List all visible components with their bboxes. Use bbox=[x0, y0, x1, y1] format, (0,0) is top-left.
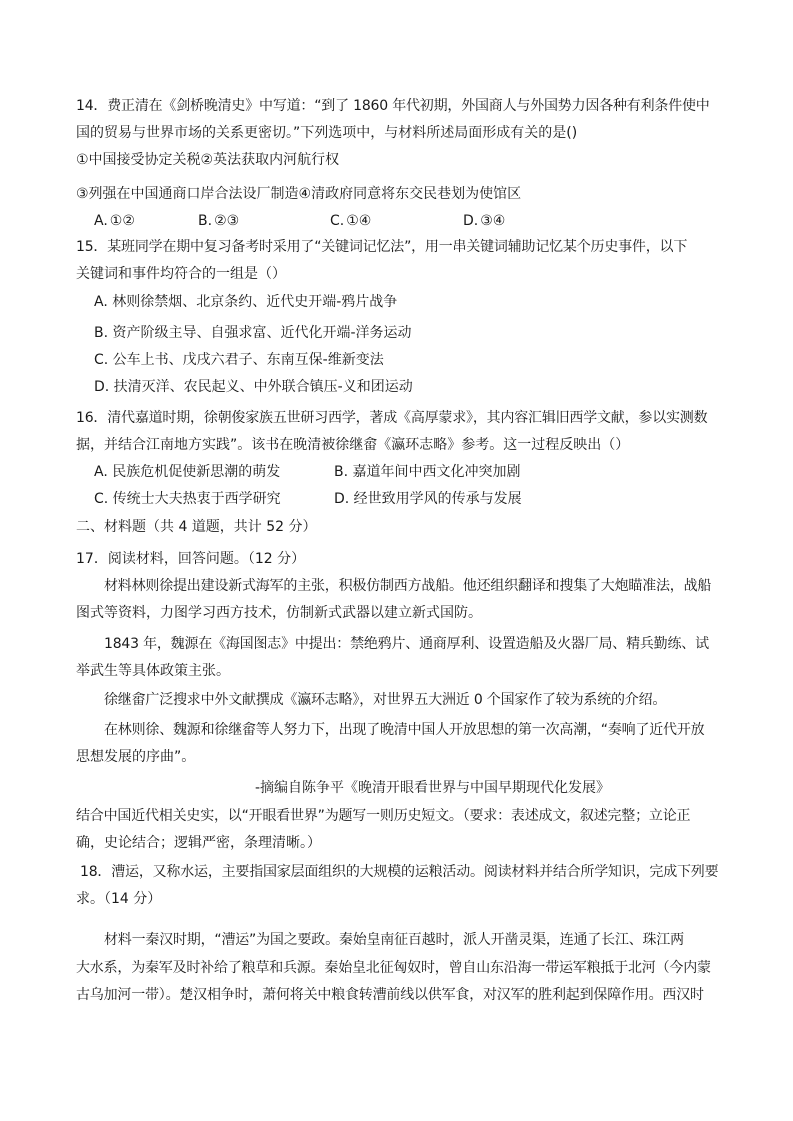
q16-option-d[interactable]: D. 经世致用学风的传承与发展 bbox=[334, 491, 522, 507]
q18-material1-line1: 材料一秦汉时期，“漕运”为国之要政。秦始皇南征百越时，派人开凿灵渠，连通了长江、珠江两 bbox=[104, 932, 684, 948]
q14-item-line1: ①中国接受协定关税②英法获取内河航行权 bbox=[76, 152, 340, 168]
q17-material-p3: 徐继畲广泛搜求中外文献撰成《瀛环志略》，对世界五大洲近 0 个国家作了较为系统的介绍。 bbox=[104, 692, 667, 708]
option-text: ①④ bbox=[346, 213, 372, 229]
option-key: D. bbox=[463, 213, 479, 229]
q15-option-a[interactable]: A. 林则徐禁烟、北京条约、近代史开端-鸦片战争 bbox=[94, 294, 398, 310]
q14-option-d[interactable] bbox=[463, 211, 505, 231]
q18-stem-line2: 求。（14 分） bbox=[76, 891, 162, 907]
q14-option-a[interactable] bbox=[94, 211, 135, 231]
option-key: A. bbox=[94, 213, 108, 229]
option-text: ①② bbox=[109, 213, 135, 229]
q17-material-p1-line2: 图式等资料，力图学习西方技术，仿制新式武器以建立新式国防。 bbox=[76, 605, 482, 621]
option-key: C. bbox=[330, 213, 345, 229]
q17-material-p2-line2: 举武生等具体政策主张。 bbox=[76, 663, 230, 679]
q17-title: 17．阅读材料，回答问题。（12 分） bbox=[76, 551, 306, 567]
q14-stem-line1: 14．费正清在《剑桥晚清史》中写道：“到了 1860 年代初期，外国商人与外国势力因各种有利条件使中 bbox=[76, 98, 710, 114]
q16-option-a[interactable]: A. 民族危机促使新思潮的萌发 bbox=[94, 464, 281, 480]
q15-option-d[interactable]: D. 扶清灭洋、农民起义、中外联合镇压-义和团运动 bbox=[94, 379, 413, 395]
q15-stem-line1: 15．某班同学在期中复习备考时采用了“关键词记忆法”，用一串关键词辅助记忆某个历史事件，以下 bbox=[76, 239, 688, 255]
q16-option-b[interactable]: B. 嘉道年间中西文化冲突加剧 bbox=[334, 464, 521, 480]
q15-option-b[interactable]: B. 资产阶级主导、自强求富、近代化开端-洋务运动 bbox=[94, 325, 412, 341]
q15-option-c[interactable]: C. 公车上书、戊戌六君子、东南互保-维新变法 bbox=[94, 352, 384, 368]
q17-task-line1: 结合中国近代相关史实，以“开眼看世界”为题写一则历史短文。（要求：表述成文，叙述完整；立论正 bbox=[76, 808, 691, 824]
q14-option-b[interactable] bbox=[198, 211, 239, 231]
q17-material-p4-line2: 思想发展的序曲”。 bbox=[76, 749, 196, 765]
q14-option-c[interactable] bbox=[330, 211, 371, 231]
q17-material-p1-line1: 材料林则徐提出建设新式海军的主张，积极仿制西方战船。他还组织翻译和搜集了大炮瞄准法，战船 bbox=[104, 578, 712, 594]
q16-stem-line2: 据，并结合江南地方实践”。该书在晚清被徐继畲《瀛环志略》参考。这一过程反映出（） bbox=[76, 437, 630, 453]
q14-item-line2: ③列强在中国通商口岸合法设厂制造④清政府同意将东交民巷划为使馆区 bbox=[76, 186, 522, 202]
option-key: B. bbox=[198, 213, 213, 229]
option-text: ②③ bbox=[214, 213, 240, 229]
q18-material1-line2: 大水系，为秦军及时补给了粮草和兵源。秦始皇北征匈奴时，曾自山东沿海一带运军粮抵于北河（今内蒙 bbox=[76, 960, 711, 976]
q16-stem-line1: 16．清代嘉道时期，徐朝俊家族五世研习西学，著成《高厚蒙求》，其内容汇辑旧西学文献，参以实测数 bbox=[76, 410, 708, 426]
q17-material-p2-line1: 1843 年，魏源在《海国图志》中提出：禁绝鸦片、通商厚利、设置造船及火器厂局、精兵勤练、试 bbox=[104, 636, 709, 652]
q16-option-c[interactable]: C. 传统士大夫热衷于西学研究 bbox=[94, 491, 281, 507]
q15-stem-line2: 关键词和事件均符合的一组是（） bbox=[76, 266, 286, 282]
q14-stem-line2: 国的贸易与世界市场的关系更密切。”下列选项中，与材料所述局面形成有关的是() bbox=[76, 125, 578, 141]
q18-stem-line1: 18．漕运，又称水运，主要指国家层面组织的大规模的运粮活动。阅读材料并结合所学知识，完成下列要 bbox=[80, 864, 719, 880]
q17-material-p4-line1: 在林则徐、魏源和徐继畲等人努力下，出现了晚清中国人开放思想的第一次高潮，“奏响了近代开放 bbox=[104, 722, 705, 738]
q17-task-line2: 确，史论结合；逻辑严密，条理清晰。） bbox=[76, 835, 321, 851]
option-text: ③④ bbox=[480, 213, 506, 229]
section-heading: 二、材料题（共 4 道题，共计 52 分） bbox=[76, 519, 317, 535]
q17-source: -摘编自陈争平《晚清开眼看世界与中国早期现代化发展》 bbox=[255, 780, 611, 796]
q18-material1-line3: 古乌加河一带）。楚汉相争时，萧何将关中粮食转漕前线以供军食，对汉军的胜利起到保障作用。西汉时 bbox=[76, 987, 704, 1003]
